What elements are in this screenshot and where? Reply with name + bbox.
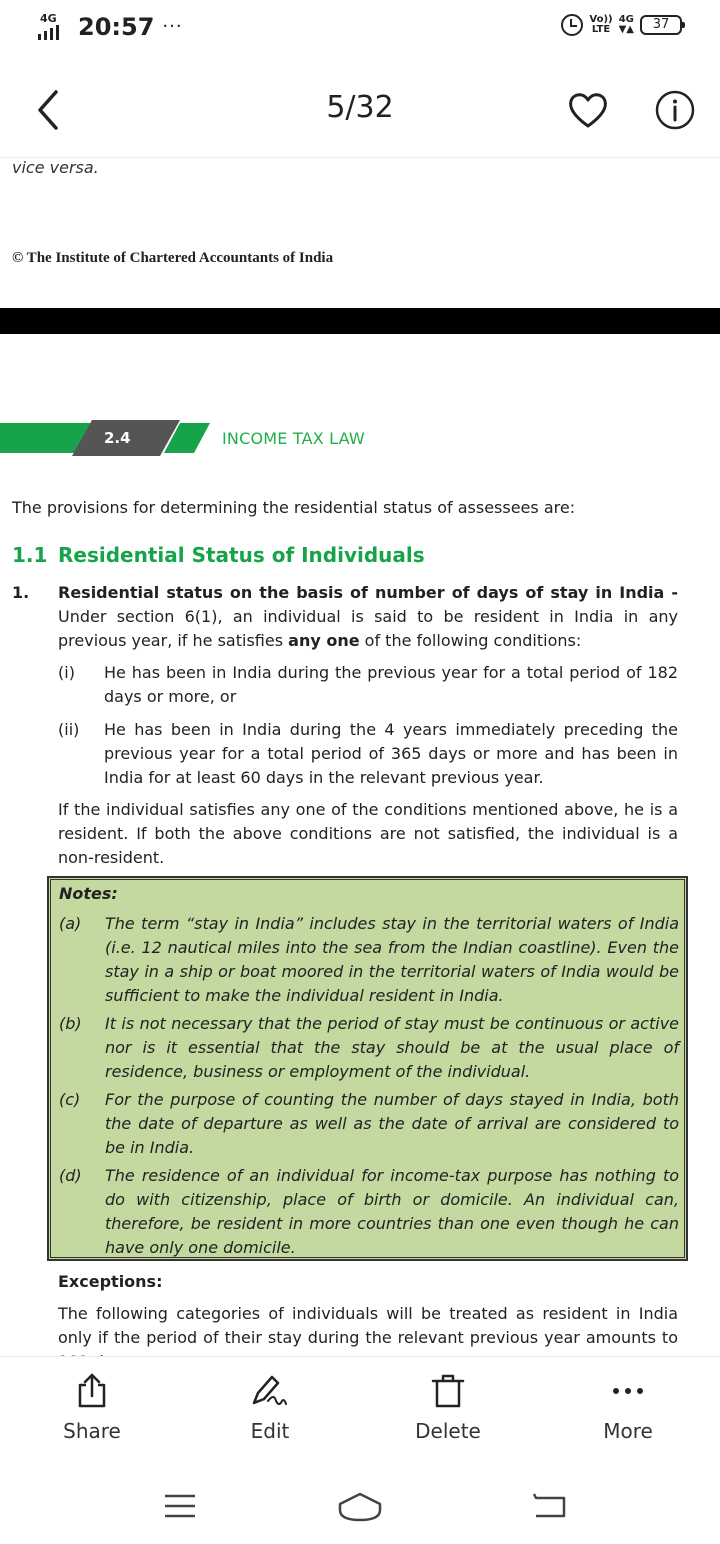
share-label: Share bbox=[63, 1419, 121, 1443]
more-dots-icon bbox=[608, 1371, 648, 1411]
condition-number: (ii) bbox=[58, 720, 80, 739]
note-letter: (c) bbox=[59, 1090, 81, 1109]
more-label: More bbox=[603, 1419, 653, 1443]
data-type: 4G bbox=[618, 14, 634, 25]
note-letter: (b) bbox=[59, 1014, 82, 1033]
delete-button[interactable] bbox=[388, 1371, 508, 1461]
back-icon bbox=[520, 1488, 580, 1524]
note-text: It is not necessary that the period of stay must be continuous or active nor is it essential that the stay should be at the usual place of residence, business or employment of the individual. bbox=[105, 1014, 679, 1081]
heart-icon bbox=[566, 88, 610, 132]
edit-label: Edit bbox=[250, 1419, 290, 1443]
note-letter: (a) bbox=[59, 914, 82, 933]
note-text: The term “stay in India” includes stay in the territorial waters of India (i.e. 12 nautical miles into the sea from the Indian coastline). Even the stay in a ship or boat moored in the territorial waters of India would be sufficient to make the individual resident in India. bbox=[105, 914, 679, 1005]
document-view[interactable] bbox=[0, 158, 720, 1356]
condition-number: (i) bbox=[58, 663, 75, 682]
battery-icon: 37 bbox=[640, 15, 682, 35]
system-nav-bar bbox=[0, 1464, 720, 1544]
section-number: 1.1 bbox=[12, 543, 48, 567]
info-button[interactable] bbox=[654, 89, 696, 131]
back-nav-button[interactable] bbox=[520, 1488, 580, 1524]
viewer-header bbox=[0, 62, 720, 158]
intro-text: The provisions for determining the residential status of assessees are: bbox=[12, 498, 576, 517]
previous-page-tail: vice versa. bbox=[12, 158, 99, 177]
data-arrows-icon: ▼▲ bbox=[618, 24, 634, 35]
exceptions-text: The following categories of individuals will be treated as resident in India only if the period of their stay during the relevant previous year amounts to bbox=[58, 1304, 678, 1347]
data-indicator bbox=[619, 15, 634, 35]
condition-text: He has been in India during the previous year for a total period of 182 days or more, or bbox=[104, 663, 678, 706]
page-counter: 5/32 bbox=[326, 90, 394, 125]
note-text: For the purpose of counting the number of days stayed in India, both the date of departure as well as the date of arrival are considered to be in India. bbox=[105, 1090, 679, 1157]
home-icon bbox=[330, 1488, 390, 1524]
item-lead: Residential status on the basis of number of days of stay in India - bbox=[58, 583, 678, 602]
status-right bbox=[561, 14, 682, 36]
chapter-title: INCOME TAX LAW bbox=[222, 429, 365, 448]
page-separator bbox=[0, 308, 720, 334]
more-button[interactable] bbox=[568, 1371, 688, 1461]
favorite-button[interactable] bbox=[566, 88, 610, 132]
alarm-icon bbox=[561, 14, 583, 36]
share-icon bbox=[72, 1371, 112, 1411]
more-notifications-icon: ··· bbox=[162, 16, 183, 37]
chapter-number: 2.4 bbox=[104, 429, 131, 447]
status-bar bbox=[0, 0, 720, 60]
item-body-after: of the following conditions: bbox=[364, 631, 582, 650]
notes-title: Notes: bbox=[59, 884, 118, 903]
edit-button[interactable] bbox=[210, 1371, 330, 1461]
network-type: 4G bbox=[40, 12, 57, 25]
volte-indicator bbox=[589, 15, 612, 35]
section-heading bbox=[12, 543, 425, 567]
item-number: 1. bbox=[12, 583, 30, 602]
note-text: The residence of an individual for income-tax purpose has nothing to do with citizenship, place of birth or domicile. An individual can, therefore, be resident in more countries than one even though he can have only one domicile. bbox=[105, 1166, 679, 1257]
pen-icon bbox=[248, 1371, 292, 1411]
home-button[interactable] bbox=[330, 1488, 390, 1524]
note-letter: (d) bbox=[59, 1166, 82, 1185]
delete-label: Delete bbox=[415, 1419, 481, 1443]
volte-bottom: LTE bbox=[591, 24, 611, 35]
status-left bbox=[38, 12, 183, 42]
recent-apps-button[interactable] bbox=[150, 1488, 210, 1524]
volte-top: Vo)) bbox=[589, 14, 613, 25]
exceptions-title: Exceptions: bbox=[58, 1272, 163, 1291]
notes-box bbox=[47, 876, 688, 1261]
menu-icon bbox=[150, 1488, 210, 1524]
share-button[interactable] bbox=[32, 1371, 152, 1461]
copyright-footer: © The Institute of Chartered Accountants of India bbox=[12, 250, 334, 266]
condition-text: He has been in India during the 4 years immediately preceding the previous year for a total period of 365 days or more and has been in India for at least 60 days in the relevant previous year. bbox=[104, 720, 678, 787]
info-icon bbox=[654, 89, 696, 131]
clock: 20:57 bbox=[78, 13, 155, 41]
item-body-before: Under section 6(1), an individual is said to be resident in India in any previous year, if he satisfies bbox=[58, 607, 678, 650]
section-title: Residential Status of Individuals bbox=[58, 543, 425, 567]
summary-paragraph: If the individual satisfies any one of the conditions mentioned above, he is a resident. If both the above conditions are not satisfied, the individual is a non-resident. bbox=[58, 800, 678, 867]
item-body-bold: any one bbox=[288, 631, 360, 650]
trash-icon bbox=[428, 1371, 468, 1411]
signal-icon bbox=[38, 12, 74, 42]
bottom-toolbar bbox=[0, 1356, 720, 1464]
item-paragraph bbox=[58, 581, 678, 653]
